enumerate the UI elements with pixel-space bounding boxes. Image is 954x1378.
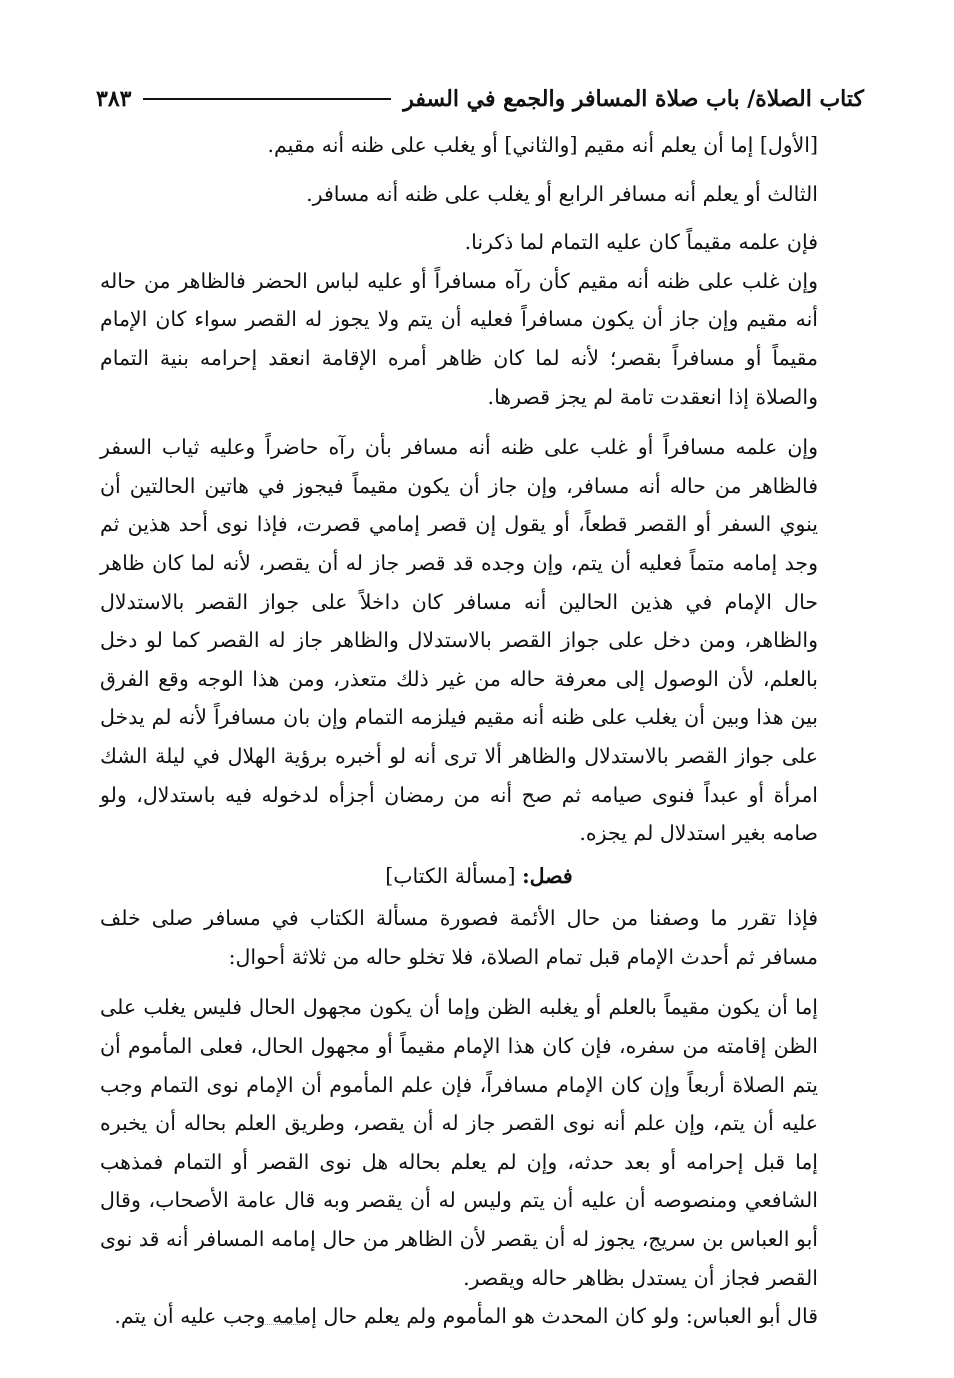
header-rule [143, 98, 391, 100]
body-text [100, 126, 858, 1336]
scan-speck [258, 1324, 304, 1326]
paragraph-8: قال أبو العباس: ولو كان المحدث هو المأموم ولم يعلم حال إمامه وجب عليه أن يتم. [114, 1304, 818, 1329]
section-heading [100, 857, 858, 896]
paragraph-1: [الأول] إما أن يعلم أنه مقيم [والثاني] أو يغلب على ظنه أنه مقيم. [267, 133, 818, 157]
paragraph-2: الثالث أو يعلم أنه مسافر الرابع أو يغلب على ظنه أنه مسافر. [306, 181, 818, 206]
paragraph-4: وإن غلب على ظنه أنه مقيم كأن رآه مسافراً أو عليه لباس الحضر فالظاهر من حاله أنه مقيم وإن جاز أن يكون مسافراً فعليه أن يتم ولا يجوز له القصر سواء كان الإمام مقيماً أو مسافراً بقصر؛ لأنه لما كان ظاهر أمره الإقامة انعقد إحرامه بنية التمام والصلاة إذا انعقدت تامة لم يجز قصرها. [100, 268, 818, 409]
page-number: ٣٨٣ [96, 86, 132, 112]
paragraph-7: إما أن يكون مقيماً بالعلم أو يغلبه الظن وإما أن يكون مجهول الحال فليس يغلب على الظن إقامته من سفره، فإن كان هذا الإمام مقيماً أو مجهول الحال، فعلى المأموم أن يتم الصلاة أربعاً وإن كان الإمام مسافراً، فإن علم المأموم أن الإمام نوى التمام وجب عليه أن يتم، وإن علم أنه نوى القصر جاز له أن يقصر، وطريق العلم بحاله أن يخبره إما قبل إحرامه أو بعد حدثه، وإن لم يعلم بحاله هل نوى القصر أو التمام فمذهب الشافعي ومنصوصه أن عليه أن يتم وليس له أن يقصر وبه قال عامة الأصحاب، وقال أبو العباس بن سريج، يجوز له أن يقصر لأن الظاهر من حال إمامه المسافر أنه قد نوى القصر فجاز أن يستدل بظاهر حاله ويقصر. [100, 995, 818, 1290]
section-title: [مسألة الكتاب] [385, 863, 516, 888]
paragraph-5: وإن علمه مسافراً أو غلب على ظنه أنه مسافر بأن رآه حاضراً وعليه ثياب السفر فالظاهر من حاله أنه مسافر، وإن جاز أن يكون مقيماً فيجوز في هاتين الحالتين أن ينوي السفر أو القصر قطعاً، أو يقول إن قصر إمامي قصرت، فإذا نوى أحد هذين ثم وجد إمامه متماً فعليه أن يتم، وإن وجده قد قصر جاز له أن يقصر، لأنه لما كان ظاهر حال الإمام في هذين الحالين أنه مسافر كان داخلاً على جواز القصر بالاستدلال والظاهر، ومن دخل على جواز القصر بالاستدلال والظاهر جاز له القصر كما لو دخل بالعلم، لأن الوصول إلى معرفة حاله من غير ذلك متعذر، ومن هذا الوجه وقع الفرق بين هذا وبين أن يغلب على ظنه أنه مقيم فيلزمه التمام وإن بان مسافراً لأنه لم يدخل على جواز القصر بالاستدلال والظاهر ألا ترى أنه لو أخبره برؤية الهلال في ليلة الشك امرأة أو عبداً فنوى صيامه ثم صح أنه من رمضان أجزأه لدخوله فيه باستدلال، ولو صامه بغير استدلال لم يجزه. [100, 435, 818, 846]
paragraph-6: فإذا تقرر ما وصفنا من حال الأئمة فصورة مسألة الكتاب في مسافر صلى خلف مسافر ثم أحدث الإمام قبل تمام الصلاة، فلا تخلو حاله من ثلاثة أحوال: [100, 906, 819, 969]
running-header [96, 84, 864, 114]
header-title: كتاب الصلاة/ باب صلاة المسافر والجمع في السفر [403, 86, 864, 112]
paragraph-3: فإن علمه مقيماً كان عليه التمام لما ذكرنا. [464, 230, 818, 255]
section-label: فصل: [522, 863, 573, 888]
